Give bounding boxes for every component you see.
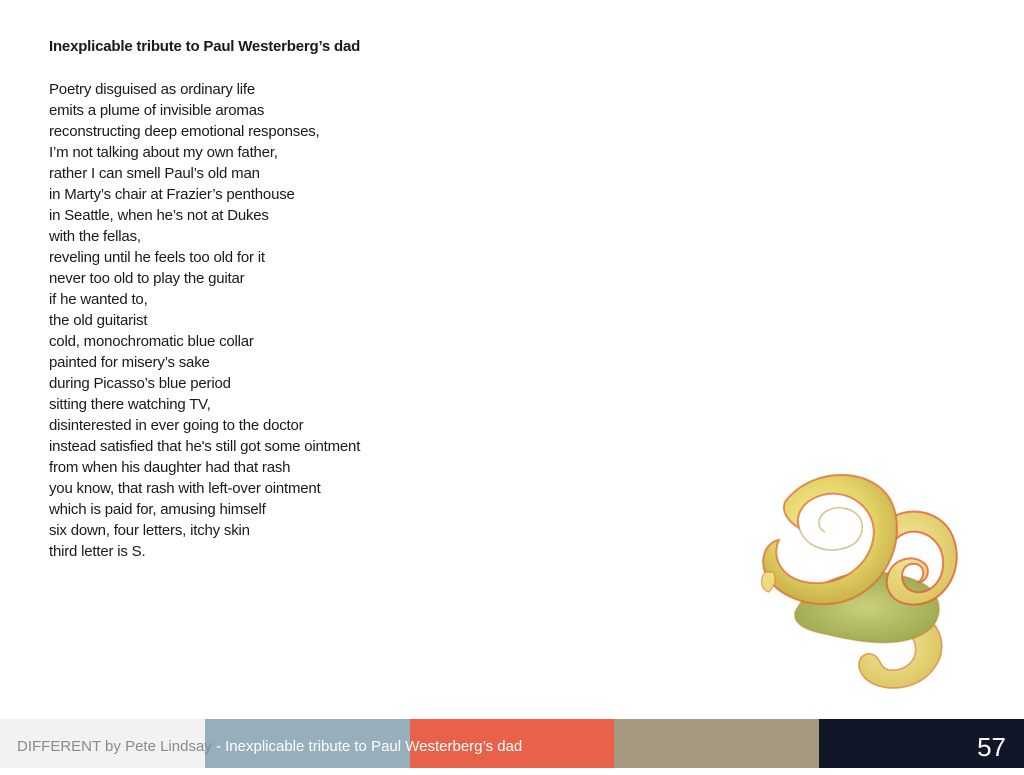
poem-line: if he wanted to,: [49, 291, 148, 308]
footer-book-title: DIFFERENT by Pete Lindsay: [17, 738, 212, 755]
poem-line: I’m not talking about my own father,: [49, 144, 278, 161]
poem-line: in Seattle, when he’s not at Dukes: [49, 207, 269, 224]
poem-line: during Picasso’s blue period: [49, 375, 231, 392]
poem-line: from when his daughter had that rash: [49, 459, 291, 476]
poem-line: third letter is S.: [49, 543, 146, 560]
poem-line: sitting there watching TV,: [49, 396, 211, 413]
poem-line: reveling until he feels too old for it: [49, 249, 265, 266]
poem-line: six down, four letters, itchy skin: [49, 522, 250, 539]
poem-line: instead satisfied that he's still got some ointment: [49, 438, 361, 455]
poem-line: you know, that rash with left-over ointment: [49, 480, 321, 497]
footer-caption: [17, 719, 522, 768]
abstract-swirl-illustration: [755, 462, 965, 698]
poem-line: never too old to play the guitar: [49, 270, 245, 287]
poem-line: Poetry disguised as ordinary life: [49, 81, 256, 98]
footer-separator: -: [211, 738, 226, 755]
poem-line: in Marty’s chair at Frazier’s penthouse: [49, 186, 295, 203]
poem-line: cold, monochromatic blue collar: [49, 333, 254, 350]
footer-chapter-title: Inexplicable tribute to Paul Westerberg’s dad: [225, 738, 523, 755]
footer-block-tan: [614, 719, 819, 768]
poem-line: with the fellas,: [49, 228, 141, 245]
poem-line: disinterested in ever going to the doctor: [49, 417, 304, 434]
poem-line: reconstructing deep emotional responses,: [49, 123, 320, 140]
poem-title: Inexplicable tribute to Paul Westerberg’s dad: [49, 38, 361, 55]
poem-line: rather I can smell Paul’s old man: [49, 165, 260, 182]
poem-line: which is paid for, amusing himself: [49, 501, 266, 518]
poem-line: the old guitarist: [49, 312, 148, 329]
fold-highlight-shape: [799, 508, 862, 550]
small-appendage-shape: [762, 572, 776, 592]
footer-bar: [0, 719, 1024, 768]
poem-line: painted for misery’s sake: [49, 354, 210, 371]
page-number: 57: [977, 732, 1006, 762]
poem-line: emits a plume of invisible aromas: [49, 102, 265, 119]
poem-body: [49, 79, 360, 562]
